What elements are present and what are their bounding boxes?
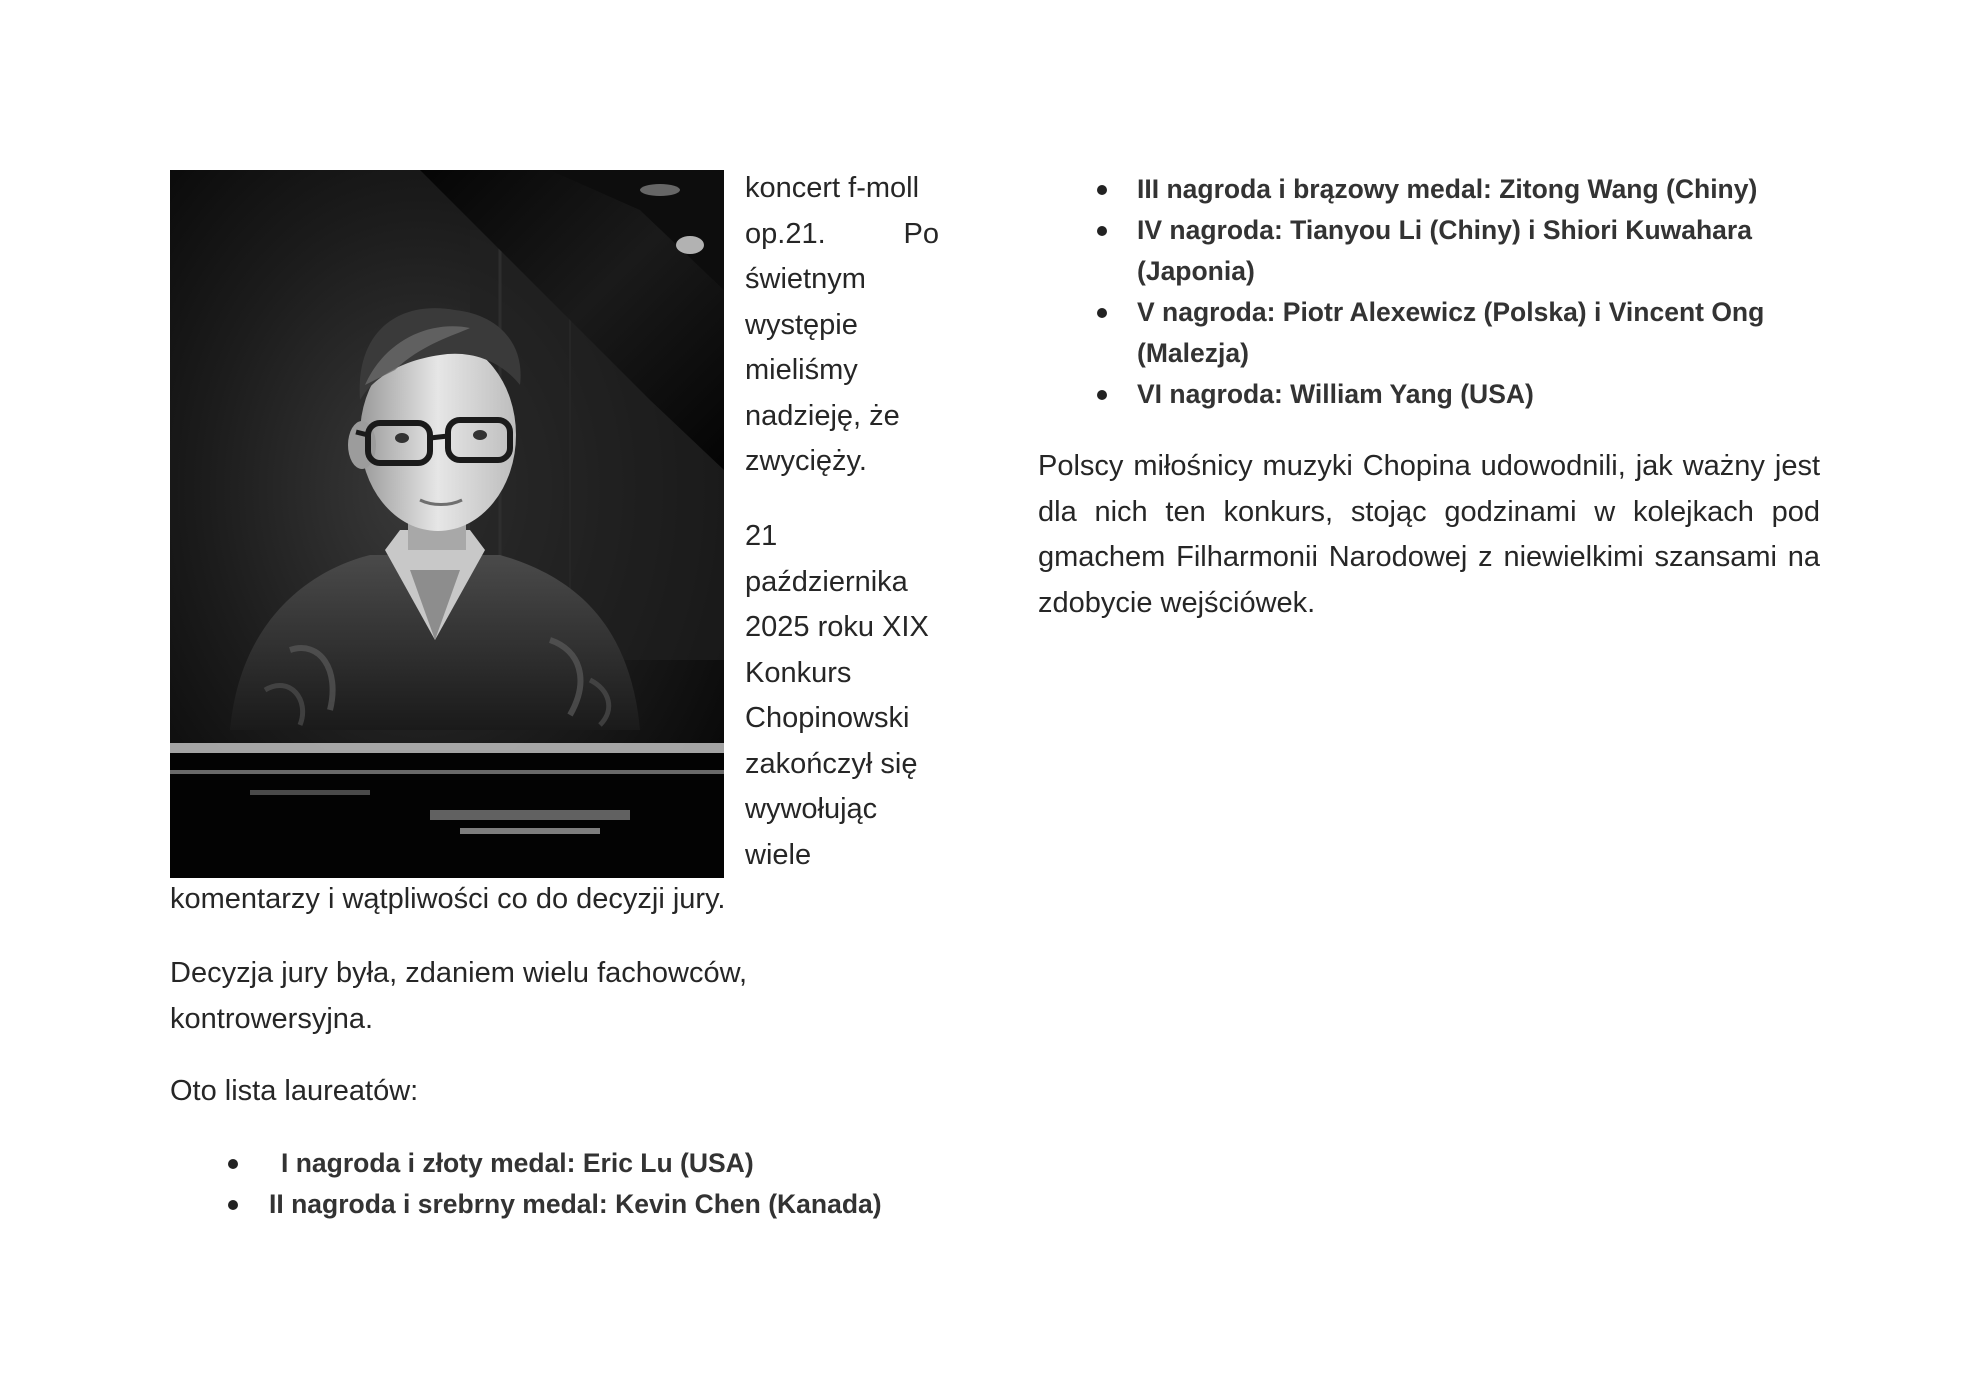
- competition-line: 21: [745, 520, 778, 552]
- jury-decision-paragraph: Decyzja jury była, zdaniem wielu fachowców, kontrowersyjna.: [170, 957, 748, 1035]
- competition-line: października: [745, 565, 908, 598]
- laureates-intro: Oto lista laureatów:: [170, 1075, 419, 1107]
- competition-line: wywołując: [745, 793, 878, 825]
- list-item: [1097, 169, 1777, 210]
- competition-line: Konkurs: [745, 656, 852, 689]
- competition-line: Chopinowski: [745, 702, 910, 734]
- competition-paragraph: [745, 514, 945, 878]
- intro-line: koncert f-moll: [745, 172, 920, 204]
- competition-paragraph-continuation: komentarzy i wątpliwości co do decyzji jury.: [170, 883, 726, 915]
- laureates-list-right: [1097, 169, 1777, 415]
- laureate-entry: I nagroda i złoty medal: Eric Lu (USA): [281, 1148, 754, 1178]
- competition-line: wiele: [745, 838, 812, 871]
- list-item: [228, 1184, 882, 1225]
- intro-line: występie: [745, 308, 858, 341]
- fans-paragraph: Polscy miłośnicy muzyki Chopina udowodnili, jak ważny jest dla nich ten konkurs, stojąc godzinami w kolejkach pod gmachem Filharmonii Narodowej z niewielkimi szansami na zdobycie wejściówek.: [1038, 450, 1820, 619]
- intro-word: Po: [903, 217, 939, 250]
- competition-line: 2025 roku XIX: [745, 611, 929, 643]
- intro-line: mieliśmy: [745, 354, 858, 386]
- laureate-entry: VI nagroda: William Yang (USA): [1137, 379, 1534, 409]
- pianist-photo-image: [170, 170, 724, 878]
- laureate-entry: IV nagroda: Tianyou Li (Chiny) i Shiori Kuwahara (Japonia): [1137, 215, 1752, 286]
- list-item: [1097, 210, 1777, 292]
- list-item: [1097, 374, 1777, 415]
- intro-line: zwycięży.: [745, 445, 867, 477]
- laureate-entry: V nagroda: Piotr Alexewicz (Polska) i Vincent Ong (Malezja): [1137, 297, 1765, 368]
- intro-line: [745, 212, 939, 258]
- list-item: [228, 1143, 882, 1184]
- laureates-list-left: [228, 1143, 882, 1225]
- intro-paragraph: [745, 166, 945, 485]
- list-item: [1097, 292, 1777, 374]
- pianist-photo: [170, 170, 724, 878]
- laureate-entry: III nagroda i brązowy medal: Zitong Wang (Chiny): [1137, 174, 1758, 204]
- intro-line: świetnym: [745, 263, 866, 295]
- intro-word: op.21.: [745, 217, 826, 250]
- competition-line: zakończył się: [745, 747, 918, 780]
- intro-line: nadzieję, że: [745, 399, 900, 432]
- bullet-icon: [1097, 185, 1107, 195]
- bullet-icon: [1097, 226, 1107, 236]
- bullet-icon: [228, 1200, 238, 1210]
- laureate-entry: II nagroda i srebrny medal: Kevin Chen (Kanada): [269, 1189, 882, 1219]
- bullet-icon: [228, 1159, 238, 1169]
- bullet-icon: [1097, 308, 1107, 318]
- bullet-icon: [1097, 390, 1107, 400]
